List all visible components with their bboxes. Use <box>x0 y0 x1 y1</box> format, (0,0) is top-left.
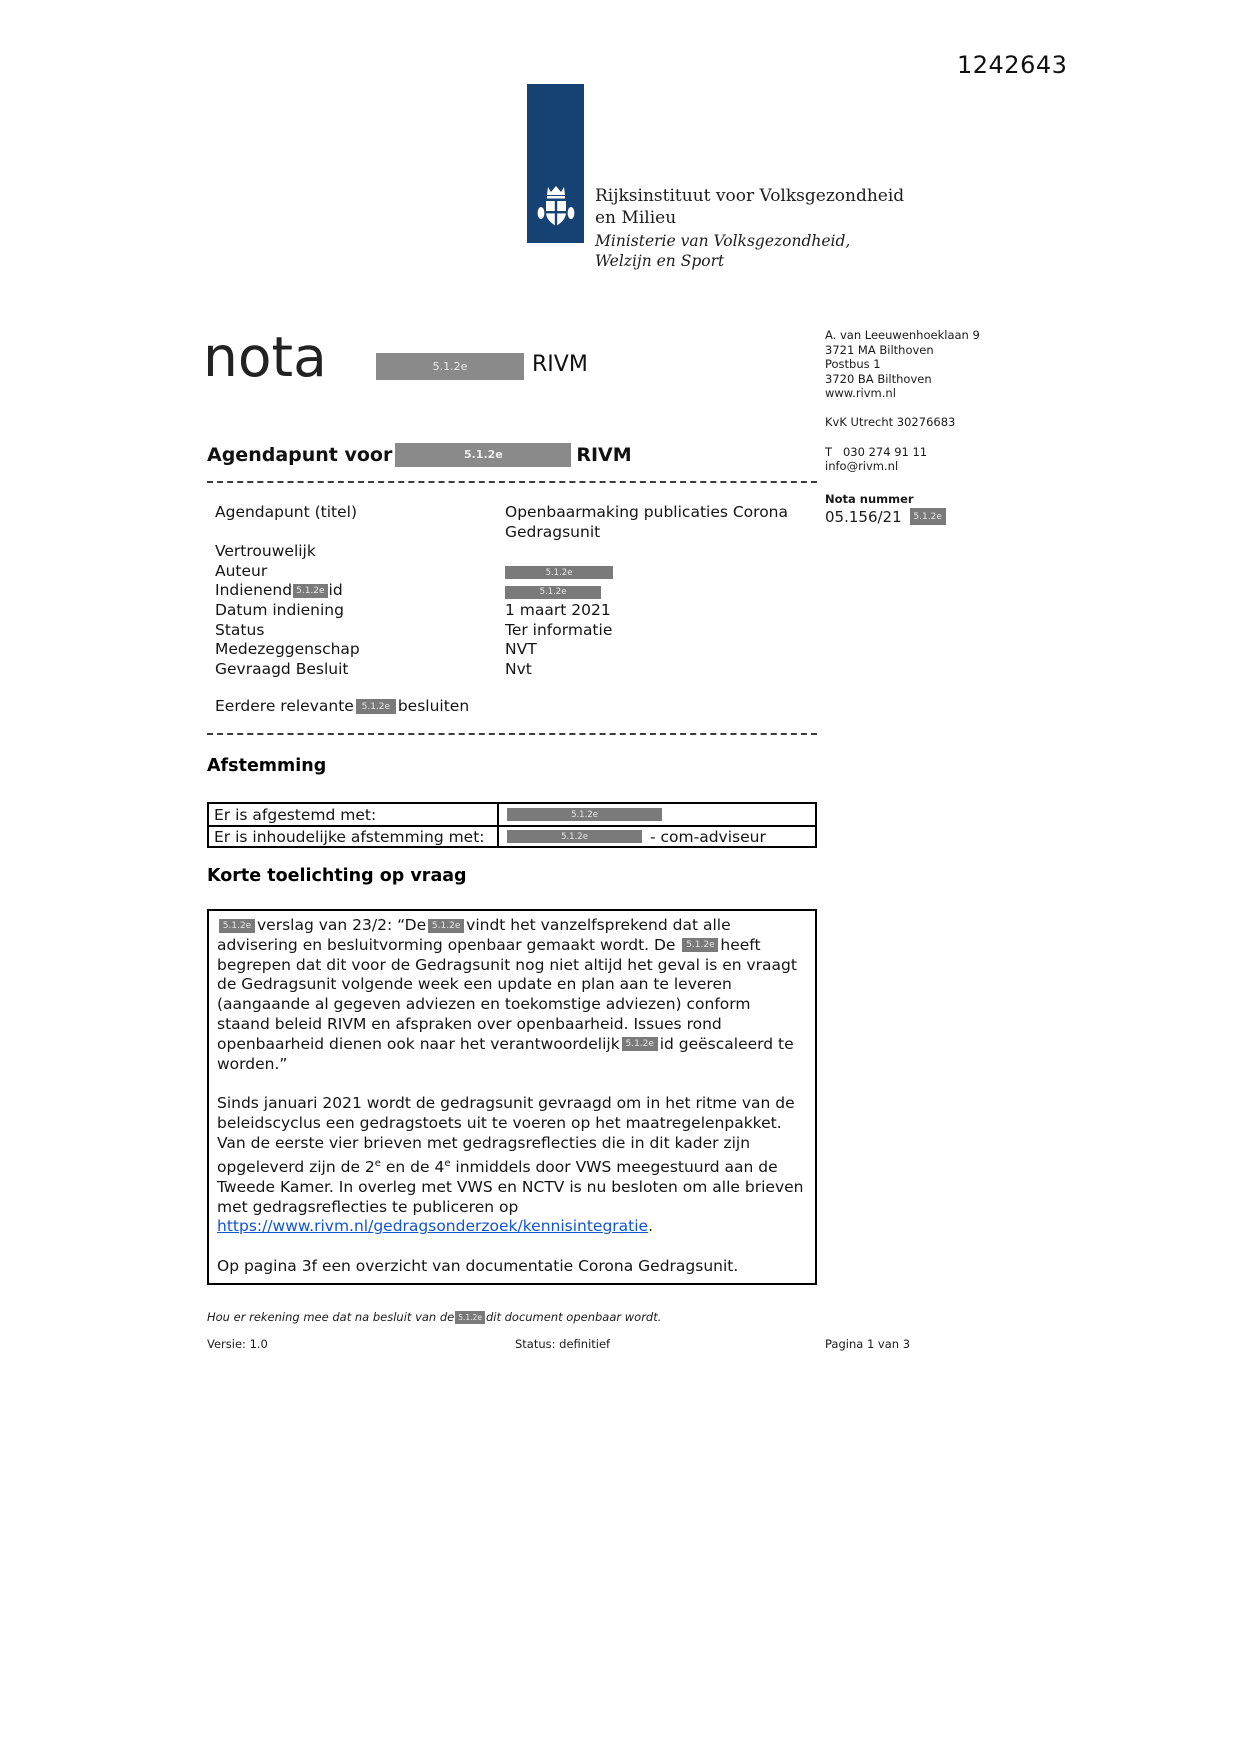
email-line: info@rivm.nl <box>825 459 899 474</box>
dashed-divider <box>207 733 817 735</box>
meta-row-vertrouwelijk <box>215 542 817 562</box>
superscript-e: e <box>444 1157 451 1169</box>
nota-nummer-label: Nota nummer <box>825 491 914 506</box>
superscript-e: e <box>374 1157 381 1169</box>
meta-label-status: Status <box>215 620 265 639</box>
address-line: Postbus 1 <box>825 357 881 372</box>
redaction-box: 5.1.2e <box>395 443 571 467</box>
meta-value-titel: Openbaarmaking publicaties Corona Gedragsunit <box>505 503 789 541</box>
redaction-box: 5.1.2e <box>376 353 524 380</box>
meta-row-status <box>215 621 817 641</box>
agendapunt-heading <box>207 441 632 468</box>
footer-pagina: Pagina 1 van 3 <box>825 1337 911 1351</box>
meta-row-auteur <box>215 562 817 582</box>
meta-row-medezeggenschap <box>215 640 817 660</box>
logo-org-line1: Rijksinstituut voor Volksgezondheid <box>595 186 905 206</box>
toelichting-paragraph-1: 5.1.2e verslag van 23/2: “De 5.1.2e vindt het vanzelfsprekend dat alle advisering en besluitvorming openbaar gemaakt wordt. De 5.1.2e heeft begrepen dat dit voor de Gedragsunit nog niet altijd het geval is en vraagt de Gedragsunit volgende week een update en plan aan te leveren (aangaande al gegeven adviezen en toekomstige adviezen) conform staand beleid RIVM en afspraken over openbaarheid. Issues rond openbaarheid dienen ook naar het verantwoordelijk 5.1.2e id geëscaleerd te worden.” <box>217 916 797 1073</box>
meta-value-vertrouwelijk <box>505 542 817 562</box>
redaction-box: 5.1.2e <box>455 1311 485 1324</box>
redaction-box: 5.1.2e <box>293 584 327 598</box>
logo-org-line2: en Milieu <box>595 207 677 228</box>
meta-row-titel <box>215 503 817 542</box>
footnote-suffix: dit document openbaar wordt. <box>485 1310 662 1324</box>
footer-versie: Versie: 1.0 <box>207 1337 268 1351</box>
dashed-divider <box>207 481 817 483</box>
redaction-box: 5.1.2e <box>507 830 642 843</box>
meta-row-besluit <box>215 660 817 680</box>
meta-label-medezeggenschap: Medezeggenschap <box>215 640 360 659</box>
footnote-prefix: Hou er rekening mee dat na besluit van de <box>207 1310 455 1324</box>
footnote <box>207 1310 661 1324</box>
toelichting-paragraph-3: Op pagina 3f een overzicht van documentatie Corona Gedragsunit. <box>217 1257 739 1276</box>
address-line: 3720 BA Bilthoven <box>825 371 932 386</box>
toelichting-heading: Korte toelichting op vraag <box>207 866 467 886</box>
meta-value-indienend <box>505 581 817 601</box>
meta-value-medezeggenschap: NVT <box>505 640 537 659</box>
toelichting-box <box>207 909 817 1285</box>
address-line: 3721 MA Bilthoven <box>825 342 934 357</box>
meta-row-indienend <box>215 581 817 601</box>
meta-label-indienend <box>215 581 505 601</box>
eerdere-besluiten-line <box>215 697 817 717</box>
logo-ministry-line1: Ministerie van Volksgezondheid, <box>595 232 851 250</box>
agendapunt-prefix: Agendapunt voor <box>207 443 393 466</box>
meta-label-auteur: Auteur <box>215 561 268 580</box>
meta-label-besluit: Gevraagd Besluit <box>215 659 349 678</box>
website-text: www.rivm.nl <box>825 386 896 401</box>
afstemming-row2-value <box>497 827 815 846</box>
eerdere-suffix: besluiten <box>397 697 470 716</box>
nota-nummer-value: 05.156/21 <box>825 507 902 526</box>
phone-line: T 030 274 91 11 <box>825 444 928 459</box>
redaction-box: 5.1.2e <box>219 919 255 933</box>
redaction-box: 5.1.2e <box>507 808 662 821</box>
meta-value-auteur <box>505 562 817 582</box>
meta-label-vertrouwelijk: Vertrouwelijk <box>215 542 316 561</box>
redaction-box: 5.1.2e <box>356 699 396 714</box>
afstemming-table <box>207 802 817 848</box>
afstemming-heading: Afstemming <box>207 756 327 776</box>
afstemming-row1-value <box>497 804 815 825</box>
kvk-line: KvK Utrecht 30276683 <box>825 414 956 429</box>
footer-status: Status: definitief <box>515 1337 611 1351</box>
nota-title: nota <box>203 325 327 389</box>
logo-org-name <box>595 186 904 229</box>
rivm-publications-link[interactable]: https://www.rivm.nl/gedragsonderzoek/kennisintegratie <box>217 1217 649 1236</box>
nota-nummer-line <box>825 508 1065 525</box>
address-line: A. van Leeuwenhoeklaan 9 <box>825 328 980 342</box>
redaction-box: 5.1.2e <box>682 938 718 952</box>
indienend-prefix: Indienend <box>215 581 293 600</box>
meta-value-besluit: Nvt <box>505 659 532 678</box>
meta-label-titel: Agendapunt (titel) <box>215 503 358 521</box>
redaction-box: 5.1.2e <box>505 566 613 579</box>
rijksoverheid-logo-banner <box>527 84 584 243</box>
afstemming-row2-suffix: - com-adviseur <box>650 827 766 846</box>
logo-ministry-line2: Welzijn en Sport <box>595 251 725 270</box>
meta-value-status: Ter informatie <box>505 620 613 639</box>
contact-block <box>825 328 1065 525</box>
redaction-box: 5.1.2e <box>505 586 601 599</box>
indienend-suffix: id <box>328 581 343 600</box>
redaction-box: 5.1.2e <box>910 508 946 525</box>
afstemming-row1-label: Er is afgestemd met: <box>214 805 377 824</box>
toelichting-paragraph-2: Sinds januari 2021 wordt de gedragsunit gevraagd om in het ritme van de beleidscyclus een gedragstoets uit te voeren op het maatregelenpakket. Van de eerste vier brieven met gedragsreflecties die in dit kader zijn opgeleverd zijn de 2e en de 4e inmiddels door VWS meegestuurd aan de Tweede Kamer. In overleg met VWS en NCTV is nu besloten om alle brieven met gedragsreflecties te publiceren op https://www.rivm.nl/gedragsonderzoek/kennisintegratie. <box>217 1094 804 1236</box>
meta-row-datum <box>215 601 817 621</box>
logo-ministry-name <box>595 232 904 271</box>
afstemming-row-2 <box>209 825 815 846</box>
afstemming-row-1 <box>209 804 815 825</box>
nota-org-label: RIVM <box>532 352 588 377</box>
agendapunt-org: RIVM <box>576 443 632 466</box>
logo-text-block <box>595 186 904 271</box>
meta-label-datum: Datum indiening <box>215 600 344 619</box>
redaction-box: 5.1.2e <box>428 919 464 933</box>
redaction-box: 5.1.2e <box>622 1037 658 1051</box>
meta-table <box>215 503 817 717</box>
document-number: 1242643 <box>957 51 1068 79</box>
meta-value-datum: 1 maart 2021 <box>505 600 611 619</box>
rijksoverheid-crest-icon <box>536 183 576 229</box>
afstemming-row2-label: Er is inhoudelijke afstemming met: <box>214 827 485 846</box>
eerdere-prefix: Eerdere relevante <box>215 697 354 716</box>
